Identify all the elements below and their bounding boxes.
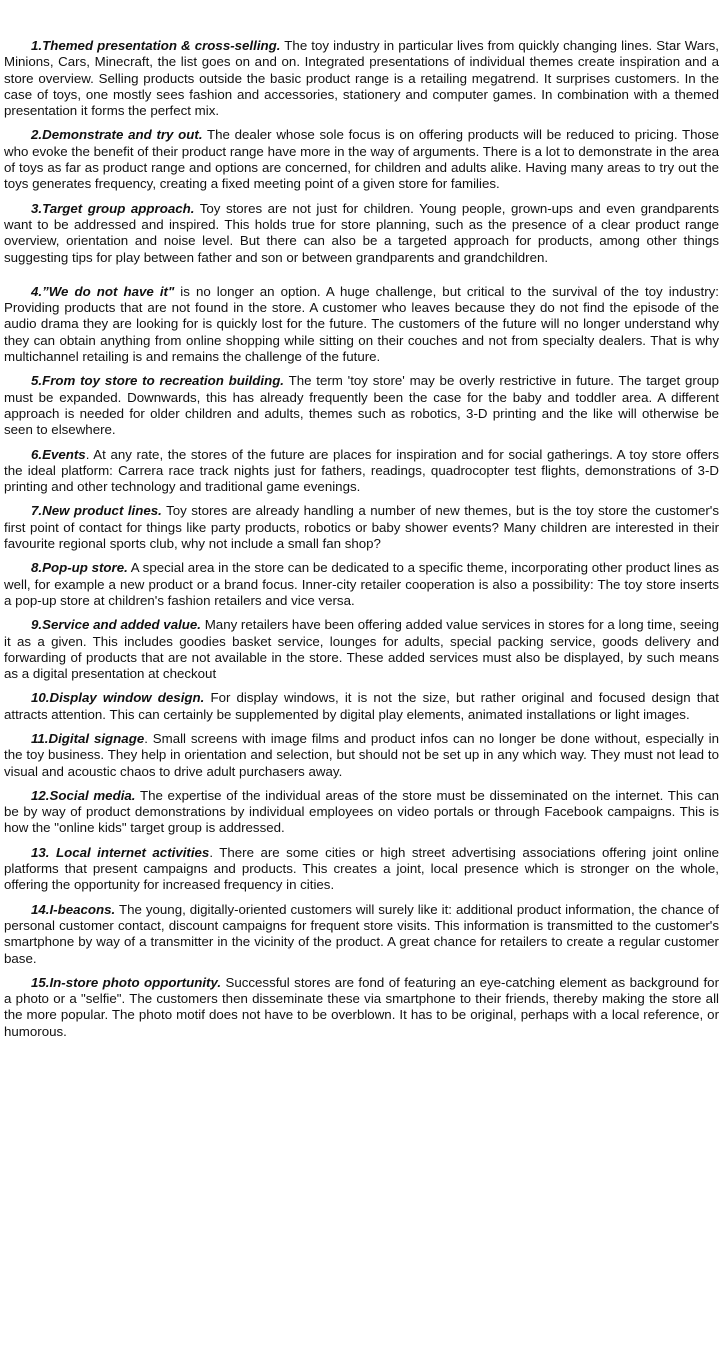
tip-11 <box>4 731 719 780</box>
tip-2 <box>4 127 719 192</box>
tip-text: Many retailers have been offering added value services in stores for a long time, seeing it as a given. This includes goodies basket service, lounges for adults, special packing service, goods delivery and forwarding of products that are not available in the store. These added services must also be displayed, by such means as a digital presentation at checkout <box>4 617 720 682</box>
tip-heading: 2.Demonstrate and try out. <box>31 127 203 143</box>
tip-text: The expertise of the individual areas of the store must be disseminated on the internet. This can be by way of product demonstrations by individual employees on video portals or through Facebook campaigns. This is how the "online kids" target group is addressed. <box>4 787 719 836</box>
tip-text: The young, digitally-oriented customers will surely like it: additional product information, the chance of personal customer contact, discount campaigns for frequent store visits. This information is transmitted to the customer's smartphone by way of a transmitter in the vicinity of the product. A great chance for retailers to create a regular customer base. <box>4 901 719 966</box>
tip-14 <box>4 902 719 967</box>
tip-heading: 4.”We do not have it" <box>31 283 175 299</box>
tip-heading: 1.Themed presentation & cross-selling. <box>31 38 281 53</box>
tip-heading: 10.Display window design. <box>31 690 205 706</box>
tip-heading: 9.Service and added value. <box>31 617 202 633</box>
tip-heading: 15.In-store photo opportunity. <box>31 974 222 990</box>
tip-15 <box>4 975 719 1040</box>
tip-text: A special area in the store can be dedicated to a specific theme, incorporating other product lines as well, for example a new product or a brand focus. Inner-city retailer cooperation is also a possibility: The toy store inserts a pop-up store at children's fashion retailers and vice versa. <box>4 560 719 608</box>
tip-heading: 6.Events <box>31 446 86 462</box>
tip-10 <box>4 690 719 723</box>
tip-text: . Small screens with image films and product infos can no longer be done without, especially in the toy business. They help in orientation and selection, but should not be set up in any which way. They must not lead to visual and acoustic chaos to drive adult purchasers away. <box>4 730 719 779</box>
tip-12 <box>4 788 719 837</box>
tip-heading: 14.I-beacons. <box>31 901 116 917</box>
tip-9 <box>4 617 719 682</box>
tip-6 <box>4 447 719 496</box>
tip-7 <box>4 503 719 552</box>
tip-heading: 13. Local internet activities <box>31 844 210 860</box>
tip-heading: 3.Target group approach. <box>31 200 195 216</box>
tip-heading: 12.Social media. <box>31 787 136 803</box>
document-body <box>4 38 719 1048</box>
tip-text: The dealer whose sole focus is on offering products will be reduced to pricing. Those who evoke the benefit of their product range have more in the way of arguments. There is a lot to demonstrate in the area of toys as far as product range and options are concerned, for children and adults alike. Having many areas to try out the toys generates frequency, creating a fixed meeting point of a given store for families. <box>4 127 719 192</box>
tip-text: The toy industry in particular lives from quickly changing lines. Star Wars, Minions, Cars, Minecraft, the list goes on and on. Integrated presentations of individual themes create inspiration and a store overview. Selling products outside the basic product range is a retailing megatrend. It surprises customers. In the case of toys, one mostly sees fashion and accessories, stationery and computer games. In combination with a themed presentation it forms the perfect mix. <box>4 38 719 119</box>
tip-5 <box>4 373 719 438</box>
tip-heading: 8.Pop-up store. <box>31 560 128 576</box>
tip-heading: 5.From toy store to recreation building. <box>31 373 285 389</box>
tip-text: For display windows, it is not the size, but rather original and focused design that attracts attention. This can certainly be supplemented by digital play elements, animated installations or light images. <box>4 690 719 722</box>
tip-3 <box>4 201 719 266</box>
tip-text: Toy stores are already handling a number of new themes, but is the toy store the customer's first point of contact for things like party products, robotics or baby shower events? Many children are interested in their favourite regional sports club, why not include a small fan shop? <box>4 503 719 552</box>
tip-text: is no longer an option. A huge challenge, but critical to the survival of the toy industry: Providing products that are not found in the store. A customer who leaves because they do not find the episode of the audio drama they are looking for is quickly lost for the future. The customers of the future will no longer understand why they can obtain anything from online shopping while sitting on their couches and not from specialty dealers. That is why multichannel retailing is and remains the challenge of the future. <box>4 283 719 365</box>
tip-text: Successful stores are fond of featuring an eye-catching element as background for a photo or a "selfie". The customers then disseminate these via smartphone to their friends, thereby making the store all the more popular. The photo motif does not have to be overblown. It has to be original, perhaps with a local reference, or humorous. <box>4 974 719 1039</box>
tip-text: Toy stores are not just for children. Young people, grown-ups and even grandparents want to be addressed and inspired. This holds true for store planning, such as the presence of a clear product range overview, orientation and noise level. But there can also be a targeted approach for products, among other things suggesting tips for play between father and son or between grandparents and grandchildren. <box>4 200 719 265</box>
tip-heading: 7.New product lines. <box>31 503 162 519</box>
tip-13 <box>4 845 719 894</box>
tip-heading: 11.Digital signage <box>31 730 145 746</box>
tip-text: . There are some cities or high street advertising associations offering joint online platforms that present campaigns and products. This creates a joint, local presence which is stronger on the whole, offering the opportunity for increased frequency in cities. <box>4 844 719 893</box>
tip-text: The term 'toy store' may be overly restrictive in future. The target group must be expanded. Downwards, this has already frequently been the case for the baby and toddler area. A different approach is needed for older children and adults, themes such as robotics, 3-D printing and the like will otherwise be seen to elsewhere. <box>4 373 719 438</box>
tip-8 <box>4 560 719 609</box>
tip-text: . At any rate, the stores of the future are places for inspiration and for social gatherings. A toy store offers the ideal platform: Carrera race track nights just for fathers, readings, quadrocopter test flights, demonstrations of 3-D printing and other technology and traditional game evenings. <box>4 446 719 495</box>
tip-4 <box>4 284 719 365</box>
tip-1 <box>4 38 719 119</box>
gear-lightbulb-icon <box>516 1038 728 1338</box>
